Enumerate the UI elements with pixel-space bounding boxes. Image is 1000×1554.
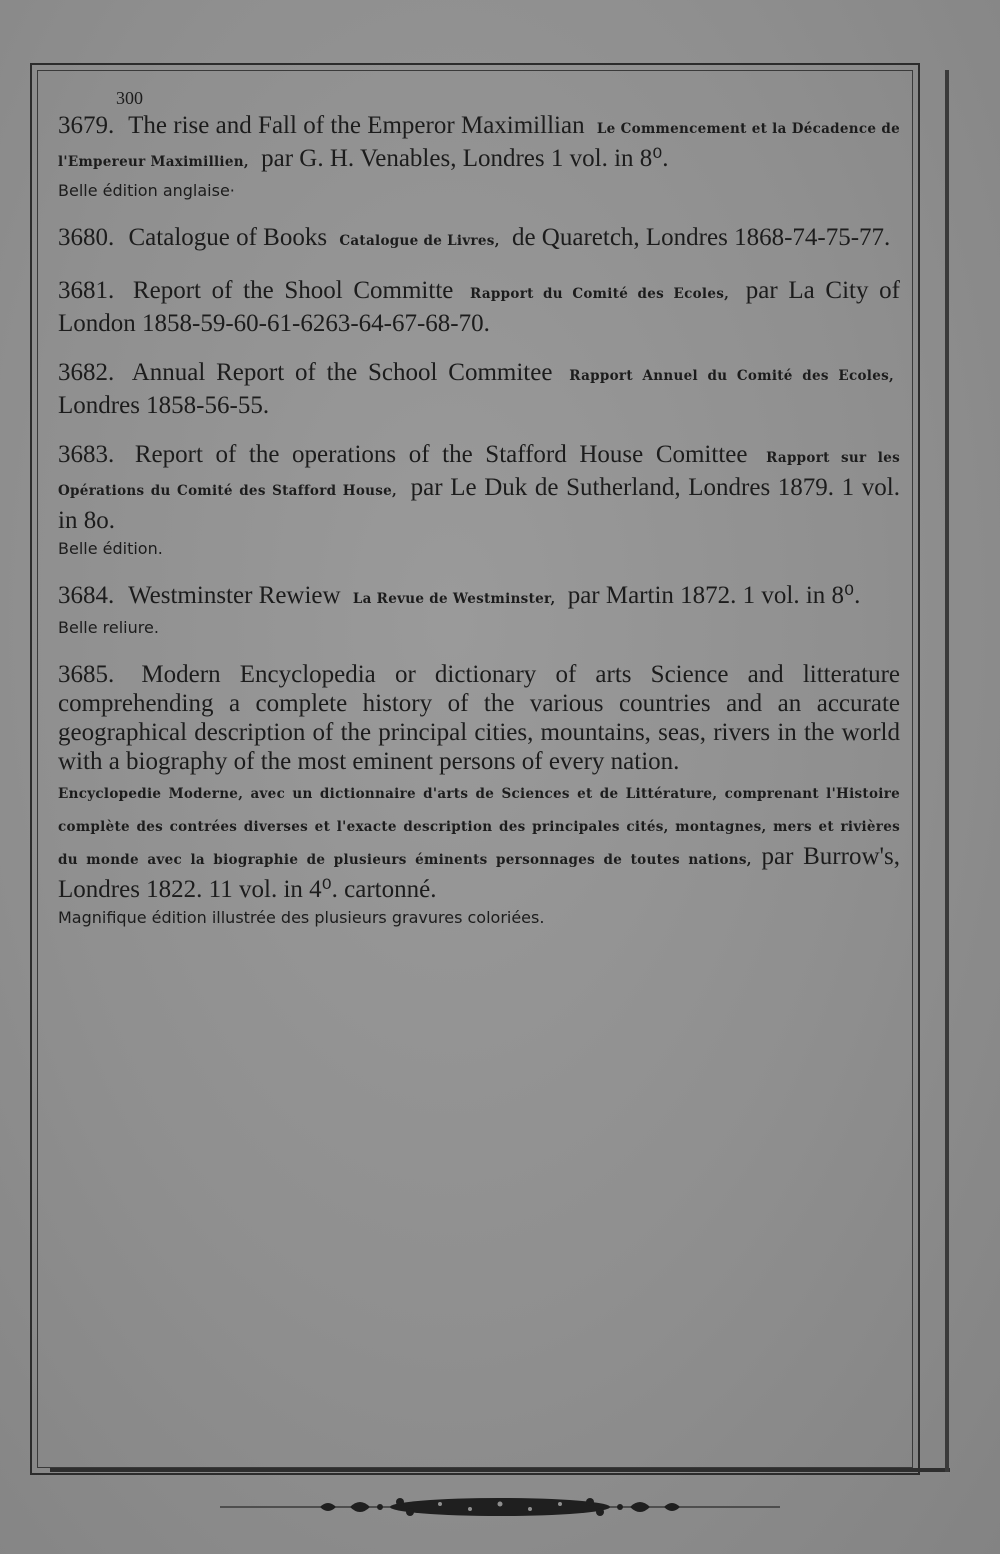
entry-french-title: Rapport Annuel du Comité des Ecoles, [569,368,894,384]
entry-details: par Burrow's, Londres 1822. 11 vol. in 4⁰. cartonné. [58,843,900,903]
entry-french-title: La Revue de Westminster, [352,591,556,607]
entry-french-title: Rapport du Comité des Ecoles, [470,286,730,302]
catalogue-entry-3684 [58,581,900,640]
entry-details: de Quaretch, Londres 1868-74-75-77. [511,224,891,251]
entry-title: Catalogue of Books [128,224,328,251]
entry-title: Report of the Shool Committe [132,277,454,304]
entry-number: 3684. [58,582,115,609]
entry-french-title: Catalogue de Livres, [339,233,500,249]
entry-details: par Le Duk de Sutherland, Londres 1879. 1 vol. in 8o. [58,474,900,534]
entry-main [58,581,900,614]
entry-note: Belle édition anglaise· [58,181,235,200]
border-shadow-bottom [50,1468,950,1472]
entry-main [58,660,900,776]
entry-main [58,111,900,177]
entry-number: 3680. [58,224,115,251]
catalogue-entry-3685 [58,660,900,930]
entry-details: par La City of London 1858-59-60-61-6263-64-67-68-70. [58,277,900,337]
catalogue-entry-3681 [58,276,900,338]
entry-number: 3681. [58,277,115,304]
entry-french-title: Encyclopedie Moderne, avec un dictionnaire d'arts de Sciences et de Littérature, comprenant l'Histoire complète des contrées diverses et l'exacte description des principales cités, montagnes, mers et rivières du monde avec la biographie de plusieurs éminents personnages de toutes nations, [58,786,900,868]
entry-number: 3682. [58,359,115,386]
catalogue-entry-3683 [58,440,900,561]
entry-main [58,358,900,420]
entry-note: Magnifique édition illustrée des plusieurs gravures coloriées. [58,908,545,927]
entry-title: Westminster Rewiew [128,582,341,609]
entry-note: Belle édition. [58,539,163,558]
entry-main [58,276,900,338]
entry-main [58,440,900,535]
entry-number: 3679. [58,112,115,139]
entry-note: Belle reliure. [58,618,159,637]
catalogue-entry-3682 [58,358,900,420]
entry-details: Londres 1858-56-55. [58,392,270,419]
border-shadow-right [945,70,949,1472]
entry-title: Modern Encyclopedia or dictionary of arts Science and litterature comprehending a complete history of the various countries and an accurate geographical description of the principal cities, mountains, seas, rivers in the world with a biography of the most eminent persons of every nation. [58,661,900,775]
entry-number: 3685. [58,661,115,688]
page-content [58,88,900,950]
entry-title: Annual Report of the School Commitee [131,359,553,386]
entry-details: par G. H. Venables, Londres 1 vol. in 8⁰. [261,145,669,172]
catalogue-entry-3680 [58,223,900,256]
entry-details: par Martin 1872. 1 vol. in 8⁰. [567,582,861,609]
ornament-divider [220,1492,780,1522]
entry-french-title: Le Commencement et la Décadence de l'Empereur Maximillien, [58,121,900,170]
entry-title: The rise and Fall of the Emperor Maximillian [128,112,585,139]
entry-title: Report of the operations of the Stafford House Comittee [134,441,748,468]
entry-main-continued [58,776,900,904]
page-number: 300 [116,88,143,108]
entry-number: 3683. [58,441,115,468]
catalogue-entry-3679 [58,111,900,203]
entry-french-title: Rapport sur les Opérations du Comité des Stafford House, [58,450,900,499]
entry-main [58,223,900,256]
